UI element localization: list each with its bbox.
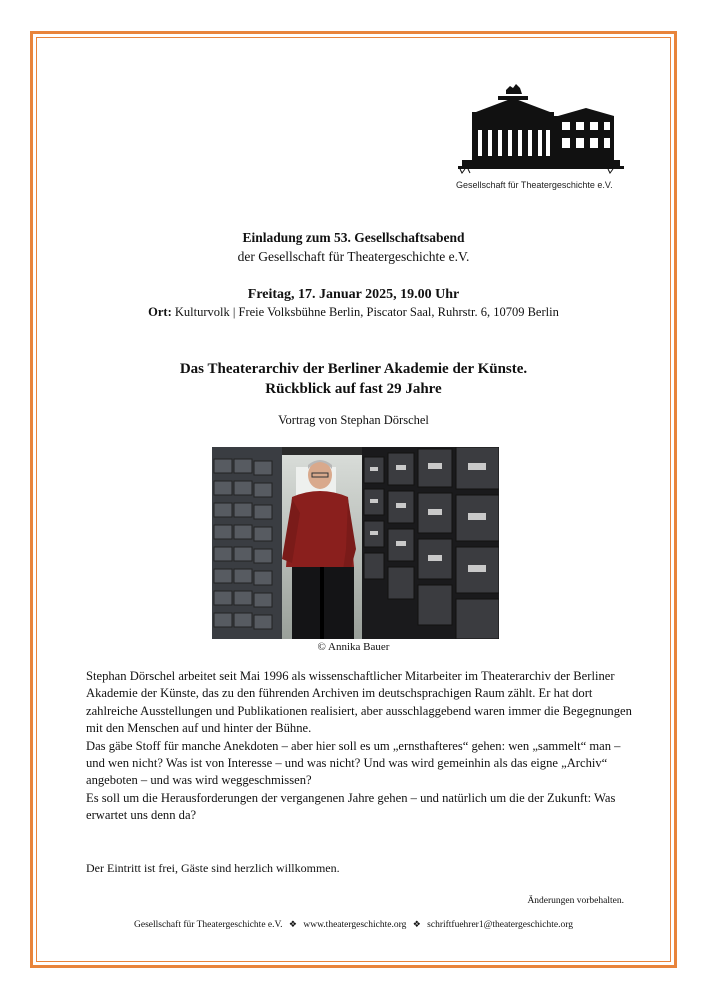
talk-title-line-2: Rückblick auf fast 29 Jahre [265, 381, 442, 397]
footer [60, 920, 647, 930]
description-paragraph: Stephan Dörschel arbeitet seit Mai 1996 als wissenschaftlicher Mitarbeiter im Theaterarchiv der Berliner Akademie der Künste, das zu den führenden Archiven im deutschsprachigen Raum zählt. Er hat dort zahlreiche Ausstellungen und Publikationen realisiert, aber ausschlaggebend waren immer die Begegnungen mit den Menschen auf und hinter der Bühne. [86, 669, 632, 736]
talk-title-line-1: Das Theaterarchiv der Berliner Akademie der Künste. [179, 361, 528, 377]
speaker-photo-illustration [212, 447, 499, 639]
theater-building-logo [458, 82, 624, 194]
description-paragraph: Es soll um die Herausforderungen der vergangenen Jahre gehen – und natürlich um die der Zukunft: Was erwartet uns denn da? [86, 790, 616, 823]
speaker-photo [212, 447, 499, 639]
diamond-separator-icon: ❖ [288, 920, 297, 930]
talk-description [86, 668, 632, 825]
event-date-time: Freitag, 17. Januar 2025, 19.00 Uhr [247, 287, 460, 302]
invitation-heading: Einladung zum 53. Gesellschaftsabend [242, 230, 465, 245]
footer-website-link[interactable]: www.theatergeschichte.org [303, 920, 407, 930]
society-subheading: der Gesellschaft für Theatergeschichte e.V. [237, 249, 470, 264]
logo-caption: Gesellschaft für Theatergeschichte e.V. [456, 180, 613, 190]
entry-note: Der Eintritt ist frei, Gäste sind herzlich willkommen. [86, 861, 340, 875]
venue-text: Kulturvolk | Freie Volksbühne Berlin, Piscator Saal, Ruhrstr. 6, 10709 Berlin [171, 305, 559, 319]
footer-email-link[interactable]: schriftfuehrer1@theatergeschichte.org [427, 920, 573, 930]
theater-building-icon [458, 82, 624, 182]
event-venue [60, 305, 647, 320]
diamond-separator-icon: ❖ [412, 920, 421, 930]
talk-speaker: Vortrag von Stephan Dörschel [278, 413, 429, 427]
reservation-note: Änderungen vorbehalten. [527, 896, 624, 906]
description-paragraph: Das gäbe Stoff für manche Anekdoten – aber hier soll es um „ernsthafteres“ gehen: wen „sammelt“ man – und wen nicht? Was ist von Interesse – und was nicht? Und was wird gemeinhin als das eigne „Archiv“ angeboten – und was wird weggeschmissen? [86, 738, 621, 788]
photo-credit: © Annika Bauer [317, 641, 390, 653]
venue-label: Ort: [148, 305, 172, 319]
footer-society: Gesellschaft für Theatergeschichte e.V. [134, 920, 283, 930]
